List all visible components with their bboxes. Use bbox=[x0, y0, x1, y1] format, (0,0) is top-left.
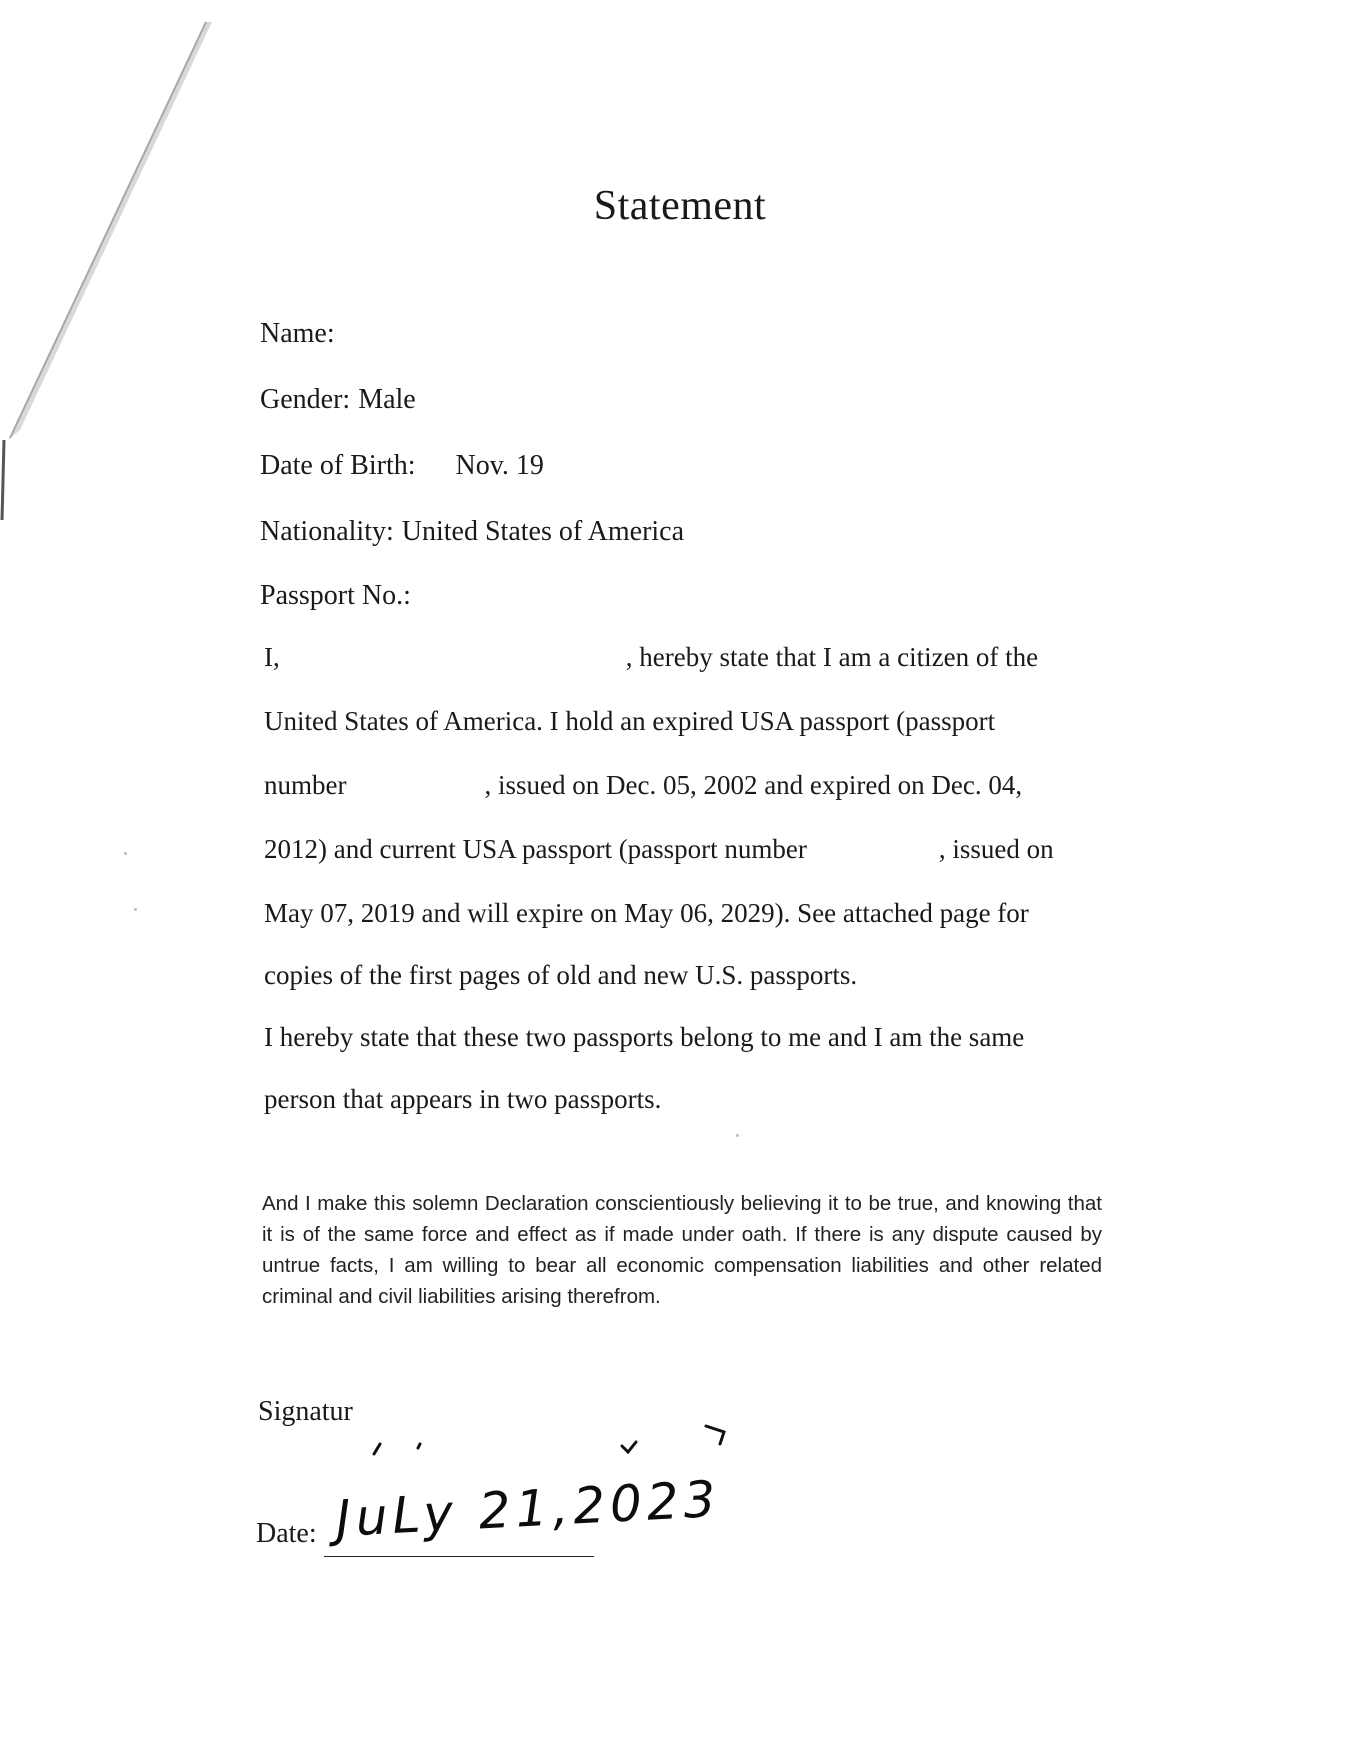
body-line-1-suffix: , hereby state that I am a citizen of the bbox=[625, 642, 1039, 672]
declaration-paragraph: And I make this solemn Declaration conscientiously believing it to be true, and knowing that it is of the same force and effect as if made under oath. If there is any dispute caused by untrue facts, I am willing to bear all economic compensation liabilities and other related criminal and civil liabilities arising therefrom. bbox=[262, 1192, 1102, 1308]
signature-remnant-marks bbox=[360, 1410, 740, 1470]
passport-label: Passport No.: bbox=[260, 580, 411, 611]
body-line-1-prefix: I, bbox=[264, 642, 280, 672]
dob-value: Nov. 19 bbox=[455, 450, 544, 481]
body-line-5: May 07, 2019 and will expire on May 06, 2029). See attached page for bbox=[264, 898, 1029, 928]
name-label: Name: bbox=[260, 318, 335, 349]
body-line-6: copies of the first pages of old and new U.S. passports. bbox=[264, 960, 858, 990]
body-line-4 bbox=[264, 834, 1054, 865]
body-line-4-prefix: 2012) and current USA passport (passport number bbox=[264, 834, 807, 864]
date-label: Date: bbox=[256, 1518, 317, 1549]
body-line-1 bbox=[264, 642, 1038, 673]
date-underline bbox=[324, 1556, 594, 1557]
body-line-3-suffix: , issued on Dec. 05, 2002 and expired on Dec. 04, bbox=[484, 770, 1023, 800]
nationality-value: United States of America bbox=[401, 516, 685, 547]
document-title: Statement bbox=[593, 183, 767, 229]
scan-edge-shadow bbox=[0, 0, 260, 560]
gender-value: Male bbox=[358, 384, 416, 415]
passport-field bbox=[260, 580, 411, 612]
name-field bbox=[260, 318, 335, 350]
scan-speck bbox=[124, 852, 127, 855]
body-line-4-suffix: , issued on bbox=[938, 834, 1054, 864]
body-line-7: I hereby state that these two passports belong to me and I am the same bbox=[264, 1022, 1025, 1052]
body-line-3 bbox=[264, 770, 1022, 801]
gender-label: Gender: bbox=[260, 384, 351, 415]
body-line-2: United States of America. I hold an expired USA passport (passport bbox=[264, 706, 996, 736]
gender-field bbox=[260, 384, 416, 416]
body-line-8: person that appears in two passports. bbox=[264, 1084, 662, 1114]
scan-speck bbox=[134, 908, 137, 911]
body-line-3-prefix: number bbox=[264, 770, 347, 800]
scan-speck bbox=[736, 1134, 739, 1137]
signature-label: Signatur bbox=[258, 1396, 353, 1427]
dob-field bbox=[260, 450, 544, 482]
dob-label: Date of Birth: bbox=[260, 450, 416, 481]
handwritten-date: JuLy 21,2023 bbox=[334, 1469, 722, 1548]
nationality-field bbox=[260, 516, 684, 548]
nationality-label: Nationality: bbox=[260, 516, 394, 547]
